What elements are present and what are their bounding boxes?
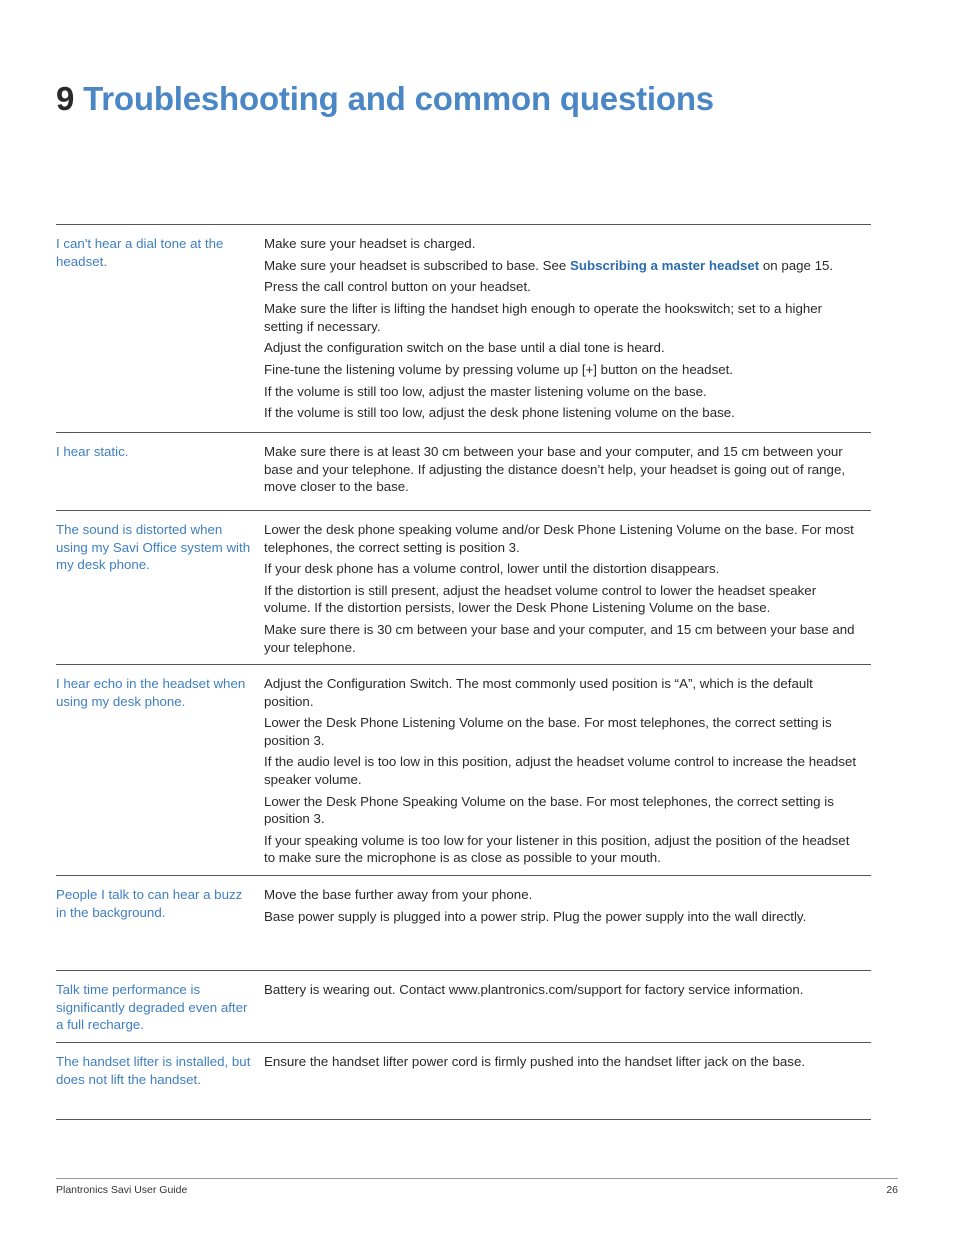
answer-list bbox=[264, 1053, 864, 1075]
faq-row-buzz bbox=[56, 875, 871, 971]
faq-row-talk-time bbox=[56, 970, 871, 1043]
answer-list bbox=[264, 675, 864, 871]
answer-text: Adjust the Configuration Switch. The most commonly used position is “A”, which is the default position. bbox=[264, 676, 813, 709]
question-text: People I talk to can hear a buzz in the background. bbox=[56, 887, 243, 920]
page-title bbox=[56, 78, 714, 120]
answer-text: If your desk phone has a volume control, lower until the distortion disappears. bbox=[264, 561, 720, 577]
answer-text: If the distortion is still present, adjust the headset volume control to lower the headset speaker volume. If the distortion persists, lower the Desk Phone Listening Volume on the base. bbox=[264, 582, 817, 616]
faq-row-echo bbox=[56, 664, 871, 876]
answer-text bbox=[264, 257, 864, 275]
answer-text: Ensure the handset lifter power cord is firmly pushed into the handset lifter jack on the base. bbox=[264, 1054, 806, 1069]
question-text: Talk time performance is significantly degraded even after a full recharge. bbox=[56, 982, 248, 1032]
subscribing-master-headset-link[interactable]: Subscribing a master headset bbox=[570, 257, 760, 273]
answer-text: Fine-tune the listening volume by pressing volume up [+] button on the headset. bbox=[264, 361, 734, 377]
answer-text: Base power supply is plugged into a power strip. Plug the power supply into the wall directly. bbox=[264, 908, 807, 924]
answer-text: If your speaking volume is too low for your listener in this position, adjust the position of the headset to make sure the microphone is as close as possible to your mouth. bbox=[264, 832, 850, 866]
question-text: The sound is distorted when using my Savi Office system with my desk phone. bbox=[56, 522, 251, 572]
answer-text: Make sure there is at least 30 cm between your base and your computer, and 15 cm between your base and your telephone. If adjusting the distance doesn’t help, your headset is going out of range, move closer to the base. bbox=[264, 444, 846, 494]
answer-list bbox=[264, 521, 864, 660]
question-text: I hear echo in the headset when using my desk phone. bbox=[56, 676, 246, 709]
answer-text: Lower the Desk Phone Listening Volume on the base. For most telephones, the correct setting is position 3. bbox=[264, 715, 832, 748]
question-text: I hear static. bbox=[56, 444, 129, 459]
chapter-number: 9 bbox=[56, 80, 75, 117]
answer-text: Lower the Desk Phone Speaking Volume on the base. For most telephones, the correct setting is position 3. bbox=[264, 793, 834, 827]
answer-text: Press the call control button on your headset. bbox=[264, 279, 531, 295]
answer-text: Move the base further away from your phone. bbox=[264, 887, 533, 902]
answer-text: Adjust the configuration switch on the base until a dial tone is heard. bbox=[264, 340, 665, 356]
answer-list bbox=[264, 886, 864, 929]
answer-text: If the volume is still too low, adjust the desk phone listening volume on the base. bbox=[264, 405, 735, 421]
faq-row-lifter bbox=[56, 1042, 871, 1120]
answer-text: If the volume is still too low, adjust the master listening volume on the base. bbox=[264, 383, 707, 399]
answer-text-segment: Make sure your headset is subscribed to base. See bbox=[264, 257, 570, 273]
footer-page-number: 26 bbox=[886, 1184, 898, 1196]
answer-text: Make sure your headset is charged. bbox=[264, 236, 476, 251]
question-text: The handset lifter is installed, but does not lift the handset. bbox=[56, 1054, 251, 1087]
answer-text: Lower the desk phone speaking volume and/or Desk Phone Listening Volume on the base. For most telephones, the correct setting is position 3. bbox=[264, 522, 854, 555]
answer-text: Battery is wearing out. Contact www.plantronics.com/support for factory service information. bbox=[264, 982, 804, 997]
chapter-title: Troubleshooting and common questions bbox=[83, 80, 714, 117]
answer-list bbox=[264, 235, 864, 426]
answer-text: Make sure there is 30 cm between your base and your computer, and 15 cm between your base and your telephone. bbox=[264, 622, 855, 655]
answer-list bbox=[264, 443, 864, 500]
answer-text-segment: on page 15. bbox=[759, 257, 834, 273]
question-text: I can't hear a dial tone at the headset. bbox=[56, 236, 224, 269]
answer-text: If the audio level is too low in this position, adjust the headset volume control to increase the headset speaker volume. bbox=[264, 754, 857, 787]
faq-row-static bbox=[56, 432, 871, 511]
footer-document-title: Plantronics Savi User Guide bbox=[56, 1184, 188, 1196]
answer-list bbox=[264, 981, 864, 1003]
faq-row-distortion bbox=[56, 510, 871, 665]
faq-row-dial-tone bbox=[56, 224, 871, 433]
answer-text: Make sure the lifter is lifting the handset high enough to operate the hookswitch; set to a higher setting if necessary. bbox=[264, 301, 823, 334]
footer-divider bbox=[56, 1178, 898, 1179]
